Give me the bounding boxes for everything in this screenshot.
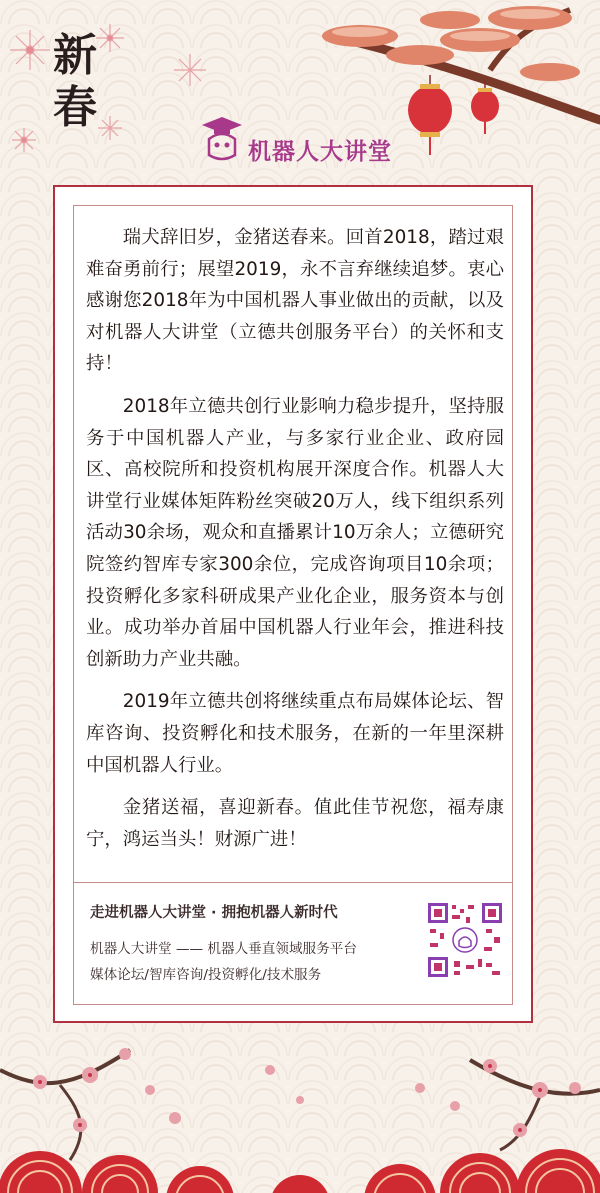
footer-platform-line: 机器人大讲堂 —— 机器人垂直领域服务平台 [90,941,357,957]
qr-code[interactable] [426,901,504,979]
card-footer [74,883,512,1005]
title-char-chun: 春 [53,82,97,133]
brand-name: 机器人大讲堂 [248,139,392,165]
lantern-icon [471,80,499,134]
red-wave [0,1110,600,1193]
greeting-card-inner [73,205,513,1005]
brand-logo [200,115,420,165]
robot-graduate-logo [200,115,244,163]
greeting-paragraph: 2019年立德共创将继续重点布局媒体论坛、智库咨询、投资孵化和技术服务，在新的一年里深耕中国机器人行业。 [86,691,504,776]
footer-slogan: 走进机器人大讲堂 · 拥抱机器人新时代 [90,905,338,921]
title-char-xin: 新 [53,30,97,81]
footer-services-line: 媒体论坛/智库咨询/投资孵化/技术服务 [90,967,322,983]
greeting-card [53,185,533,1023]
greeting-paragraph: 瑞犬辞旧岁，金猪送春来。回首2018，踏过艰难奋勇前行；展望2019，永不言弃继续追梦。衷心感谢您2018年为中国机器人事业做出的贡献，以及对机器人大讲堂（立德共创服务平台）的关怀和支持！ [86,227,504,375]
greeting-text [86,222,504,866]
new-year-title [40,30,110,134]
greeting-paragraph: 2018年立德共创行业影响力稳步提升，坚持服务于中国机器人产业，与多家行业企业、政府园区、高校院所和投资机构展开深度合作。机器人大讲堂行业媒体矩阵粉丝突破20万人，线下组织系列活动30余场，观众和直播累计10万余人；立德研究院签约智库专家300余位，完成咨询项目10余项；投资孵化多家科研成果产业化企业，服务资本与创业。成功举办首届中国机器人行业年会，推进科技创新助力产业共融。 [86,395,504,670]
greeting-paragraph: 金猪送福，喜迎新春。值此佳节祝您，福寿康宁，鸿运当头！财源广进！ [86,797,504,850]
